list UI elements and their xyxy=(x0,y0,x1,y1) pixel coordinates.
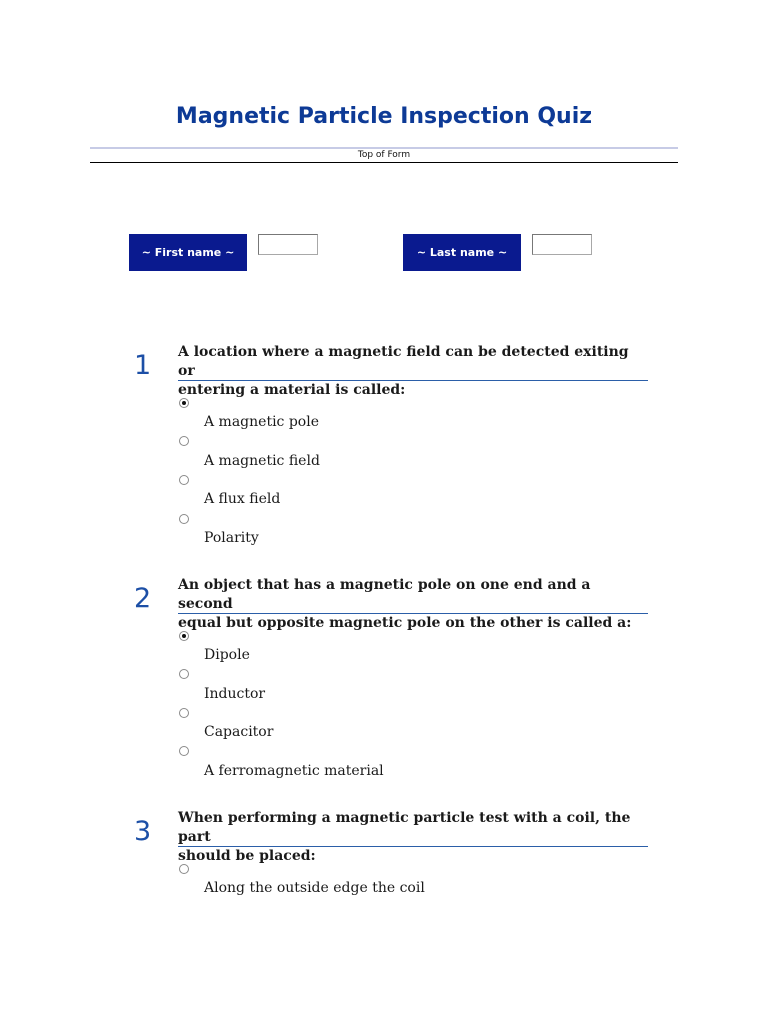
question-1-option-1-radio[interactable] xyxy=(179,398,189,408)
question-2-line-1: An object that has a magnetic pole on one end and a second xyxy=(178,577,591,612)
form-boundary-label: Top of Form xyxy=(357,150,411,160)
question-1-rule xyxy=(178,380,648,381)
question-3-number: 3 xyxy=(134,816,152,847)
question-1-number: 1 xyxy=(134,350,152,381)
question-1-option-4-radio[interactable] xyxy=(179,514,189,524)
question-2-rule xyxy=(178,613,648,614)
first-name-input[interactable] xyxy=(258,234,318,255)
form-divider xyxy=(90,162,678,163)
question-2-line-2: equal but opposite magnetic pole on the other is called a: xyxy=(178,615,632,631)
question-2-option-4-label: A ferromagnetic material xyxy=(204,763,384,779)
top-divider xyxy=(90,147,678,149)
question-2-text xyxy=(178,576,648,633)
question-2-option-3-radio[interactable] xyxy=(179,708,189,718)
question-2-option-4-radio[interactable] xyxy=(179,746,189,756)
quiz-title: Magnetic Particle Inspection Quiz xyxy=(175,104,593,129)
question-1-option-3-label: A flux field xyxy=(204,491,281,507)
last-name-button[interactable]: ~ Last name ~ xyxy=(403,234,521,271)
question-1-text xyxy=(178,343,648,400)
first-name-button[interactable]: ~ First name ~ xyxy=(129,234,247,271)
question-3-text xyxy=(178,809,648,866)
question-2-number: 2 xyxy=(134,583,152,614)
question-3-rule xyxy=(178,846,648,847)
question-1-option-4-label: Polarity xyxy=(204,530,259,546)
question-2-option-3-label: Capacitor xyxy=(204,724,274,740)
last-name-input[interactable] xyxy=(532,234,592,255)
question-2-option-2-label: Inductor xyxy=(204,686,266,702)
question-3-line-1: When performing a magnetic particle test with a coil, the part xyxy=(178,810,631,845)
question-1-option-3-radio[interactable] xyxy=(179,475,189,485)
question-1-option-2-label: A magnetic field xyxy=(204,453,320,469)
question-3-line-2: should be placed: xyxy=(178,848,316,864)
question-1-option-1-label: A magnetic pole xyxy=(204,414,319,430)
question-1-line-1: A location where a magnetic field can be detected exiting or xyxy=(178,344,629,379)
question-2-option-1-radio[interactable] xyxy=(179,631,189,641)
question-2-option-1-label: Dipole xyxy=(204,647,250,663)
question-3-option-1-radio[interactable] xyxy=(179,864,189,874)
question-1-option-2-radio[interactable] xyxy=(179,436,189,446)
question-1-line-2: entering a material is called: xyxy=(178,382,406,398)
question-3-option-1-label: Along the outside edge the coil xyxy=(204,880,425,896)
question-2-option-2-radio[interactable] xyxy=(179,669,189,679)
